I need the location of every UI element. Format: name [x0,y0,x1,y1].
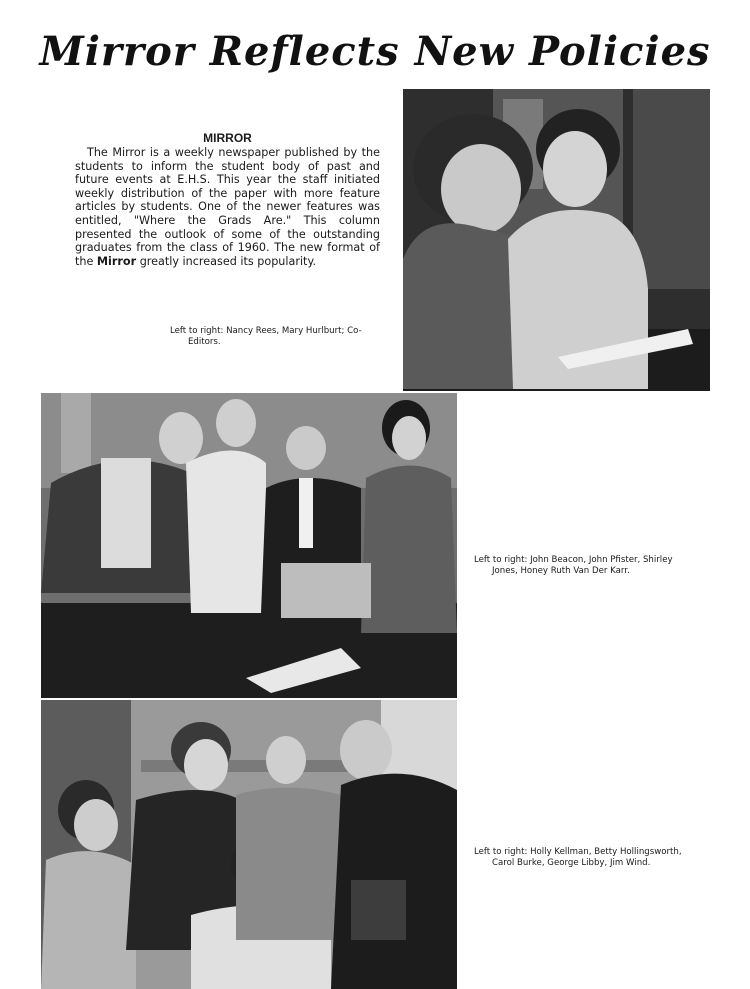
caption-line: Editors. [188,337,221,347]
caption-photo-group [474,847,709,869]
article-paragraph [75,146,380,268]
caption-line: Left to right: John Beacon, John Pfister, Shirley [474,555,673,565]
photo-staff-group [41,700,457,989]
caption-photo-coeditors [170,326,385,348]
section-heading: MIRROR [203,131,252,145]
paragraph-text-1: The Mirror is a weekly newspaper published by the students to inform the student body of past and future events at E.H.S. This year the staff initiated weekly distribution of the paper with more feature articles by students. One of the newer features was entitled, "Where the Grads Are." This column presented the outlook of some of the outstanding graduates from the class of 1960. The new format of the [75,146,380,268]
caption-line: Left to right: Nancy Rees, Mary Hurlburt; Co- [170,326,362,336]
paragraph-bold-mirror: Mirror [96,254,137,268]
photo-coeditors [403,89,710,391]
page-title: Mirror Reflects New Policies [39,28,711,75]
caption-line: Carol Burke, George Libby, Jim Wind. [492,858,651,868]
caption-line: Jones, Honey Ruth Van Der Karr. [492,566,630,576]
photo-staff-desk [41,393,457,698]
caption-photo-staff [474,555,709,577]
caption-line: Left to right: Holly Kellman, Betty Hollingsworth, [474,847,682,857]
paragraph-text-2: greatly increased its popularity. [136,254,317,268]
